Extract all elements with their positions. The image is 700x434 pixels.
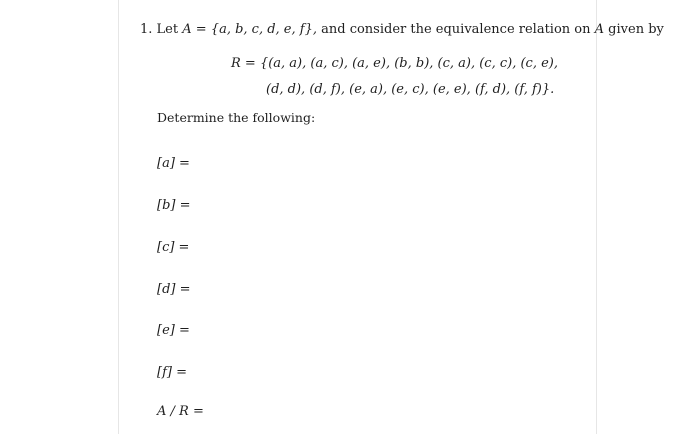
equivalence-class-c: [c] = <box>157 240 190 255</box>
set-definition: A = {a, b, c, d, e, f}, <box>182 22 317 37</box>
quotient-set: A / R = <box>157 404 204 419</box>
relation-line-1: R = {(a, a), (a, c), (a, e), (b, b), (c, a), (c, c), (c, e), <box>231 56 558 71</box>
instruction-text: Determine the following: <box>157 110 316 125</box>
equivalence-class-e: [e] = <box>157 323 190 338</box>
set-name: A <box>594 22 605 37</box>
page-right-edge <box>596 0 597 434</box>
relation-line-2: (d, d), (d, f), (e, a), (e, c), (e, e), (f, d), (f, f)}. <box>266 82 555 97</box>
equivalence-class-d: [d] = <box>157 282 191 297</box>
problem-statement <box>140 22 664 38</box>
equivalence-class-a: [a] = <box>157 156 190 171</box>
equivalence-class-b: [b] = <box>157 198 191 213</box>
problem-intro-end: given by <box>608 22 664 37</box>
problem-intro-suffix: and consider the equivalence relation on <box>321 22 591 37</box>
problem-number: 1. <box>140 22 153 37</box>
problem-intro-prefix: Let <box>156 22 179 37</box>
page-left-edge <box>118 0 119 434</box>
equivalence-class-f: [f] = <box>157 365 187 380</box>
